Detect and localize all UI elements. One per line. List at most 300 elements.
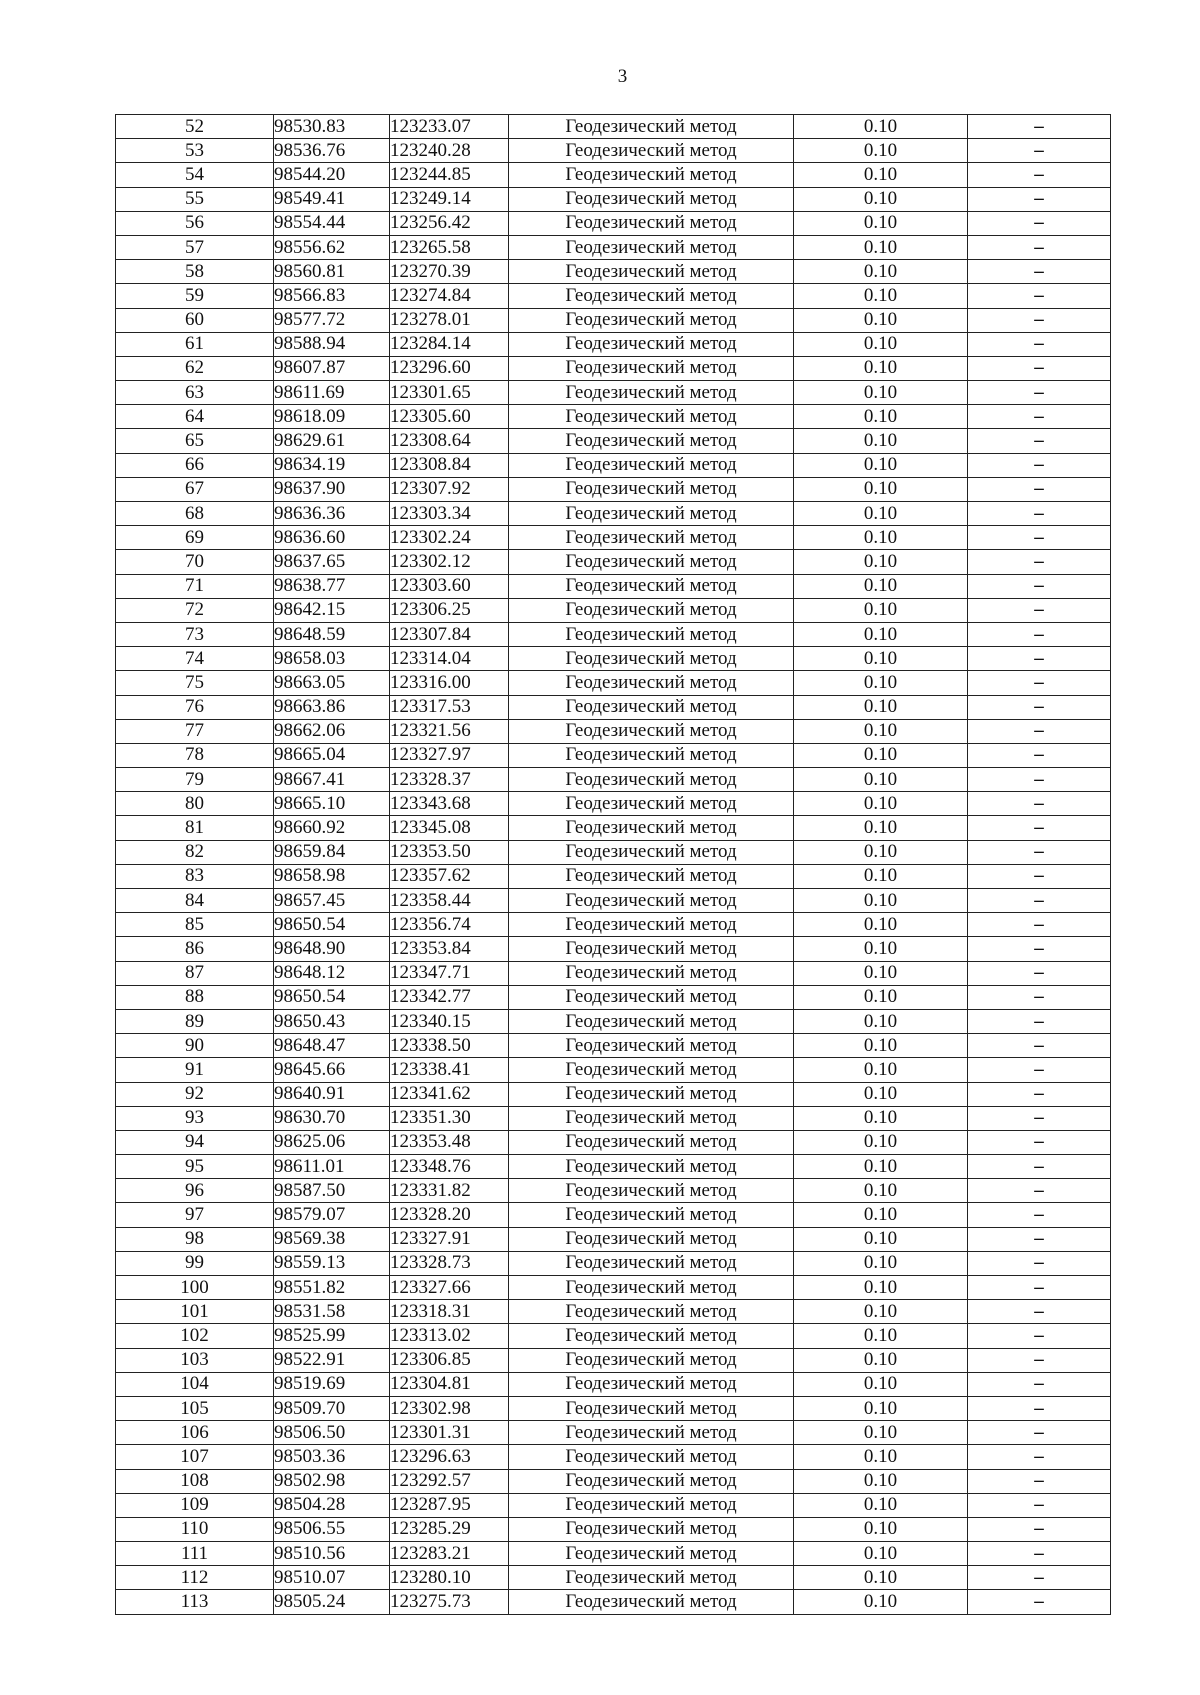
precision-cell: 0.10 [794, 1058, 968, 1082]
y-coordinate-cell: 123265.58 [390, 235, 509, 259]
table-row [116, 332, 1111, 356]
table-row [116, 1179, 1111, 1203]
precision-cell: 0.10 [794, 1106, 968, 1130]
precision-cell: 0.10 [794, 429, 968, 453]
mark-cell: – [968, 1566, 1111, 1590]
mark-cell: – [968, 768, 1111, 792]
y-coordinate-cell: 123321.56 [390, 719, 509, 743]
x-coordinate-cell: 98630.70 [274, 1106, 390, 1130]
table-row [116, 1058, 1111, 1082]
mark-cell: – [968, 260, 1111, 284]
precision-cell: 0.10 [794, 356, 968, 380]
point-number-cell: 75 [116, 671, 274, 695]
mark-cell: – [968, 1469, 1111, 1493]
y-coordinate-cell: 123308.64 [390, 429, 509, 453]
mark-cell: – [968, 1517, 1111, 1541]
x-coordinate-cell: 98502.98 [274, 1469, 390, 1493]
x-coordinate-cell: 98637.65 [274, 550, 390, 574]
mark-cell: – [968, 937, 1111, 961]
method-cell: Геодезический метод [509, 889, 794, 913]
method-cell: Геодезический метод [509, 429, 794, 453]
precision-cell: 0.10 [794, 1590, 968, 1614]
precision-cell: 0.10 [794, 719, 968, 743]
table-row [116, 211, 1111, 235]
point-number-cell: 94 [116, 1130, 274, 1154]
y-coordinate-cell: 123292.57 [390, 1469, 509, 1493]
mark-cell: – [968, 743, 1111, 767]
x-coordinate-cell: 98611.01 [274, 1155, 390, 1179]
x-coordinate-cell: 98658.98 [274, 864, 390, 888]
method-cell: Геодезический метод [509, 1445, 794, 1469]
mark-cell: – [968, 235, 1111, 259]
mark-cell: – [968, 477, 1111, 501]
table-row [116, 1517, 1111, 1541]
mark-cell: – [968, 550, 1111, 574]
table-row [116, 1251, 1111, 1275]
point-number-cell: 58 [116, 260, 274, 284]
method-cell: Геодезический метод [509, 816, 794, 840]
x-coordinate-cell: 98636.36 [274, 502, 390, 526]
x-coordinate-cell: 98650.54 [274, 913, 390, 937]
precision-cell: 0.10 [794, 743, 968, 767]
y-coordinate-cell: 123306.85 [390, 1348, 509, 1372]
method-cell: Геодезический метод [509, 1396, 794, 1420]
x-coordinate-cell: 98506.50 [274, 1421, 390, 1445]
table-row [116, 235, 1111, 259]
mark-cell: – [968, 1203, 1111, 1227]
y-coordinate-cell: 123233.07 [390, 115, 509, 139]
method-cell: Геодезический метод [509, 308, 794, 332]
y-coordinate-cell: 123328.73 [390, 1251, 509, 1275]
precision-cell: 0.10 [794, 1493, 968, 1517]
x-coordinate-cell: 98618.09 [274, 405, 390, 429]
method-cell: Геодезический метод [509, 1034, 794, 1058]
precision-cell: 0.10 [794, 768, 968, 792]
y-coordinate-cell: 123296.63 [390, 1445, 509, 1469]
y-coordinate-cell: 123287.95 [390, 1493, 509, 1517]
y-coordinate-cell: 123353.50 [390, 840, 509, 864]
y-coordinate-cell: 123256.42 [390, 211, 509, 235]
method-cell: Геодезический метод [509, 671, 794, 695]
mark-cell: – [968, 139, 1111, 163]
table-row [116, 115, 1111, 139]
table-row [116, 1276, 1111, 1300]
y-coordinate-cell: 123356.74 [390, 913, 509, 937]
x-coordinate-cell: 98611.69 [274, 381, 390, 405]
method-cell: Геодезический метод [509, 1155, 794, 1179]
precision-cell: 0.10 [794, 332, 968, 356]
precision-cell: 0.10 [794, 1566, 968, 1590]
method-cell: Геодезический метод [509, 1542, 794, 1566]
point-number-cell: 56 [116, 211, 274, 235]
y-coordinate-cell: 123305.60 [390, 405, 509, 429]
y-coordinate-cell: 123327.91 [390, 1227, 509, 1251]
mark-cell: – [968, 1372, 1111, 1396]
point-number-cell: 96 [116, 1179, 274, 1203]
mark-cell: – [968, 695, 1111, 719]
table-row [116, 381, 1111, 405]
point-number-cell: 108 [116, 1469, 274, 1493]
table-row [116, 743, 1111, 767]
precision-cell: 0.10 [794, 1445, 968, 1469]
method-cell: Геодезический метод [509, 381, 794, 405]
method-cell: Геодезический метод [509, 647, 794, 671]
x-coordinate-cell: 98640.91 [274, 1082, 390, 1106]
point-number-cell: 78 [116, 743, 274, 767]
table-row [116, 1227, 1111, 1251]
method-cell: Геодезический метод [509, 768, 794, 792]
method-cell: Геодезический метод [509, 187, 794, 211]
method-cell: Геодезический метод [509, 284, 794, 308]
mark-cell: – [968, 1300, 1111, 1324]
point-number-cell: 61 [116, 332, 274, 356]
point-number-cell: 87 [116, 961, 274, 985]
point-number-cell: 80 [116, 792, 274, 816]
point-number-cell: 71 [116, 574, 274, 598]
x-coordinate-cell: 98658.03 [274, 647, 390, 671]
mark-cell: – [968, 115, 1111, 139]
mark-cell: – [968, 163, 1111, 187]
table-row [116, 429, 1111, 453]
precision-cell: 0.10 [794, 1372, 968, 1396]
y-coordinate-cell: 123249.14 [390, 187, 509, 211]
table-row [116, 792, 1111, 816]
x-coordinate-cell: 98551.82 [274, 1276, 390, 1300]
method-cell: Геодезический метод [509, 1566, 794, 1590]
mark-cell: – [968, 1396, 1111, 1420]
x-coordinate-cell: 98636.60 [274, 526, 390, 550]
y-coordinate-cell: 123338.50 [390, 1034, 509, 1058]
y-coordinate-cell: 123302.98 [390, 1396, 509, 1420]
y-coordinate-cell: 123348.76 [390, 1155, 509, 1179]
y-coordinate-cell: 123274.84 [390, 284, 509, 308]
table-row [116, 622, 1111, 646]
precision-cell: 0.10 [794, 550, 968, 574]
method-cell: Геодезический метод [509, 260, 794, 284]
table-row [116, 671, 1111, 695]
point-number-cell: 72 [116, 598, 274, 622]
y-coordinate-cell: 123270.39 [390, 260, 509, 284]
table-row [116, 526, 1111, 550]
method-cell: Геодезический метод [509, 913, 794, 937]
table-row [116, 405, 1111, 429]
method-cell: Геодезический метод [509, 453, 794, 477]
method-cell: Геодезический метод [509, 1348, 794, 1372]
x-coordinate-cell: 98637.90 [274, 477, 390, 501]
x-coordinate-cell: 98509.70 [274, 1396, 390, 1420]
method-cell: Геодезический метод [509, 550, 794, 574]
y-coordinate-cell: 123314.04 [390, 647, 509, 671]
point-number-cell: 95 [116, 1155, 274, 1179]
precision-cell: 0.10 [794, 477, 968, 501]
mark-cell: – [968, 453, 1111, 477]
precision-cell: 0.10 [794, 1300, 968, 1324]
table-row [116, 1130, 1111, 1154]
precision-cell: 0.10 [794, 1009, 968, 1033]
point-number-cell: 112 [116, 1566, 274, 1590]
precision-cell: 0.10 [794, 1469, 968, 1493]
point-number-cell: 103 [116, 1348, 274, 1372]
x-coordinate-cell: 98522.91 [274, 1348, 390, 1372]
y-coordinate-cell: 123244.85 [390, 163, 509, 187]
table-row [116, 1542, 1111, 1566]
x-coordinate-cell: 98659.84 [274, 840, 390, 864]
x-coordinate-cell: 98510.07 [274, 1566, 390, 1590]
point-number-cell: 107 [116, 1445, 274, 1469]
method-cell: Геодезический метод [509, 719, 794, 743]
table-row [116, 308, 1111, 332]
table-row [116, 864, 1111, 888]
point-number-cell: 105 [116, 1396, 274, 1420]
method-cell: Геодезический метод [509, 1590, 794, 1614]
point-number-cell: 113 [116, 1590, 274, 1614]
method-cell: Геодезический метод [509, 477, 794, 501]
mark-cell: – [968, 356, 1111, 380]
table-row [116, 502, 1111, 526]
x-coordinate-cell: 98544.20 [274, 163, 390, 187]
table-row [116, 1566, 1111, 1590]
point-number-cell: 74 [116, 647, 274, 671]
table-row [116, 1421, 1111, 1445]
table-row [116, 1300, 1111, 1324]
mark-cell: – [968, 1009, 1111, 1033]
mark-cell: – [968, 816, 1111, 840]
mark-cell: – [968, 647, 1111, 671]
table-row [116, 1082, 1111, 1106]
point-number-cell: 52 [116, 115, 274, 139]
mark-cell: – [968, 598, 1111, 622]
point-number-cell: 64 [116, 405, 274, 429]
y-coordinate-cell: 123240.28 [390, 139, 509, 163]
page-number: 3 [617, 66, 628, 87]
point-number-cell: 88 [116, 985, 274, 1009]
mark-cell: – [968, 1179, 1111, 1203]
point-number-cell: 62 [116, 356, 274, 380]
mark-cell: – [968, 719, 1111, 743]
table-row [116, 1034, 1111, 1058]
method-cell: Геодезический метод [509, 743, 794, 767]
precision-cell: 0.10 [794, 235, 968, 259]
table-row [116, 1445, 1111, 1469]
precision-cell: 0.10 [794, 1251, 968, 1275]
precision-cell: 0.10 [794, 115, 968, 139]
mark-cell: – [968, 1542, 1111, 1566]
table-row [116, 695, 1111, 719]
mark-cell: – [968, 526, 1111, 550]
point-number-cell: 60 [116, 308, 274, 332]
point-number-cell: 84 [116, 889, 274, 913]
y-coordinate-cell: 123327.66 [390, 1276, 509, 1300]
precision-cell: 0.10 [794, 1179, 968, 1203]
x-coordinate-cell: 98663.05 [274, 671, 390, 695]
method-cell: Геодезический метод [509, 1493, 794, 1517]
y-coordinate-cell: 123302.24 [390, 526, 509, 550]
x-coordinate-cell: 98510.56 [274, 1542, 390, 1566]
method-cell: Геодезический метод [509, 1469, 794, 1493]
method-cell: Геодезический метод [509, 526, 794, 550]
mark-cell: – [968, 840, 1111, 864]
precision-cell: 0.10 [794, 695, 968, 719]
mark-cell: – [968, 187, 1111, 211]
method-cell: Геодезический метод [509, 1300, 794, 1324]
table-row [116, 453, 1111, 477]
y-coordinate-cell: 123296.60 [390, 356, 509, 380]
point-number-cell: 73 [116, 622, 274, 646]
mark-cell: – [968, 985, 1111, 1009]
x-coordinate-cell: 98645.66 [274, 1058, 390, 1082]
point-number-cell: 70 [116, 550, 274, 574]
method-cell: Геодезический метод [509, 622, 794, 646]
precision-cell: 0.10 [794, 1542, 968, 1566]
x-coordinate-cell: 98519.69 [274, 1372, 390, 1396]
point-number-cell: 99 [116, 1251, 274, 1275]
point-number-cell: 83 [116, 864, 274, 888]
point-number-cell: 59 [116, 284, 274, 308]
method-cell: Геодезический метод [509, 235, 794, 259]
point-number-cell: 69 [116, 526, 274, 550]
precision-cell: 0.10 [794, 308, 968, 332]
mark-cell: – [968, 913, 1111, 937]
y-coordinate-cell: 123306.25 [390, 598, 509, 622]
x-coordinate-cell: 98560.81 [274, 260, 390, 284]
mark-cell: – [968, 211, 1111, 235]
point-number-cell: 68 [116, 502, 274, 526]
point-number-cell: 65 [116, 429, 274, 453]
y-coordinate-cell: 123317.53 [390, 695, 509, 719]
method-cell: Геодезический метод [509, 1517, 794, 1541]
point-number-cell: 106 [116, 1421, 274, 1445]
table-row [116, 1493, 1111, 1517]
mark-cell: – [968, 1421, 1111, 1445]
x-coordinate-cell: 98525.99 [274, 1324, 390, 1348]
mark-cell: – [968, 671, 1111, 695]
mark-cell: – [968, 381, 1111, 405]
x-coordinate-cell: 98648.47 [274, 1034, 390, 1058]
precision-cell: 0.10 [794, 502, 968, 526]
precision-cell: 0.10 [794, 163, 968, 187]
y-coordinate-cell: 123303.34 [390, 502, 509, 526]
point-number-cell: 89 [116, 1009, 274, 1033]
y-coordinate-cell: 123358.44 [390, 889, 509, 913]
y-coordinate-cell: 123351.30 [390, 1106, 509, 1130]
precision-cell: 0.10 [794, 792, 968, 816]
x-coordinate-cell: 98638.77 [274, 574, 390, 598]
y-coordinate-cell: 123284.14 [390, 332, 509, 356]
method-cell: Геодезический метод [509, 405, 794, 429]
table-row [116, 961, 1111, 985]
precision-cell: 0.10 [794, 405, 968, 429]
method-cell: Геодезический метод [509, 1082, 794, 1106]
point-number-cell: 104 [116, 1372, 274, 1396]
table-row [116, 1372, 1111, 1396]
mark-cell: – [968, 1324, 1111, 1348]
table-row [116, 163, 1111, 187]
precision-cell: 0.10 [794, 1517, 968, 1541]
precision-cell: 0.10 [794, 1324, 968, 1348]
precision-cell: 0.10 [794, 453, 968, 477]
point-number-cell: 91 [116, 1058, 274, 1082]
precision-cell: 0.10 [794, 1348, 968, 1372]
y-coordinate-cell: 123353.48 [390, 1130, 509, 1154]
point-number-cell: 100 [116, 1276, 274, 1300]
precision-cell: 0.10 [794, 671, 968, 695]
table-row [116, 139, 1111, 163]
precision-cell: 0.10 [794, 1082, 968, 1106]
point-number-cell: 67 [116, 477, 274, 501]
point-number-cell: 63 [116, 381, 274, 405]
method-cell: Геодезический метод [509, 115, 794, 139]
point-number-cell: 102 [116, 1324, 274, 1348]
table-row [116, 889, 1111, 913]
table-row [116, 647, 1111, 671]
table-row [116, 260, 1111, 284]
method-cell: Геодезический метод [509, 139, 794, 163]
mark-cell: – [968, 1445, 1111, 1469]
y-coordinate-cell: 123347.71 [390, 961, 509, 985]
point-number-cell: 111 [116, 1542, 274, 1566]
precision-cell: 0.10 [794, 864, 968, 888]
method-cell: Геодезический метод [509, 356, 794, 380]
method-cell: Геодезический метод [509, 1276, 794, 1300]
mark-cell: – [968, 1034, 1111, 1058]
method-cell: Геодезический метод [509, 695, 794, 719]
x-coordinate-cell: 98660.92 [274, 816, 390, 840]
precision-cell: 0.10 [794, 1396, 968, 1420]
x-coordinate-cell: 98530.83 [274, 115, 390, 139]
x-coordinate-cell: 98634.19 [274, 453, 390, 477]
table-row [116, 1106, 1111, 1130]
table-row [116, 356, 1111, 380]
mark-cell: – [968, 1276, 1111, 1300]
precision-cell: 0.10 [794, 840, 968, 864]
x-coordinate-cell: 98648.59 [274, 622, 390, 646]
method-cell: Геодезический метод [509, 502, 794, 526]
precision-cell: 0.10 [794, 913, 968, 937]
mark-cell: – [968, 1106, 1111, 1130]
mark-cell: – [968, 1348, 1111, 1372]
precision-cell: 0.10 [794, 961, 968, 985]
y-coordinate-cell: 123307.84 [390, 622, 509, 646]
method-cell: Геодезический метод [509, 1203, 794, 1227]
point-number-cell: 90 [116, 1034, 274, 1058]
y-coordinate-cell: 123327.97 [390, 743, 509, 767]
mark-cell: – [968, 1130, 1111, 1154]
method-cell: Геодезический метод [509, 1372, 794, 1396]
mark-cell: – [968, 308, 1111, 332]
point-number-cell: 98 [116, 1227, 274, 1251]
precision-cell: 0.10 [794, 1203, 968, 1227]
table-row [116, 574, 1111, 598]
y-coordinate-cell: 123285.29 [390, 1517, 509, 1541]
point-number-cell: 81 [116, 816, 274, 840]
table-row [116, 1203, 1111, 1227]
mark-cell: – [968, 429, 1111, 453]
x-coordinate-cell: 98662.06 [274, 719, 390, 743]
precision-cell: 0.10 [794, 1276, 968, 1300]
point-number-cell: 97 [116, 1203, 274, 1227]
mark-cell: – [968, 1155, 1111, 1179]
precision-cell: 0.10 [794, 284, 968, 308]
point-number-cell: 92 [116, 1082, 274, 1106]
x-coordinate-cell: 98577.72 [274, 308, 390, 332]
method-cell: Геодезический метод [509, 864, 794, 888]
y-coordinate-cell: 123304.81 [390, 1372, 509, 1396]
y-coordinate-cell: 123278.01 [390, 308, 509, 332]
x-coordinate-cell: 98665.04 [274, 743, 390, 767]
y-coordinate-cell: 123341.62 [390, 1082, 509, 1106]
table-row [116, 840, 1111, 864]
y-coordinate-cell: 123283.21 [390, 1542, 509, 1566]
